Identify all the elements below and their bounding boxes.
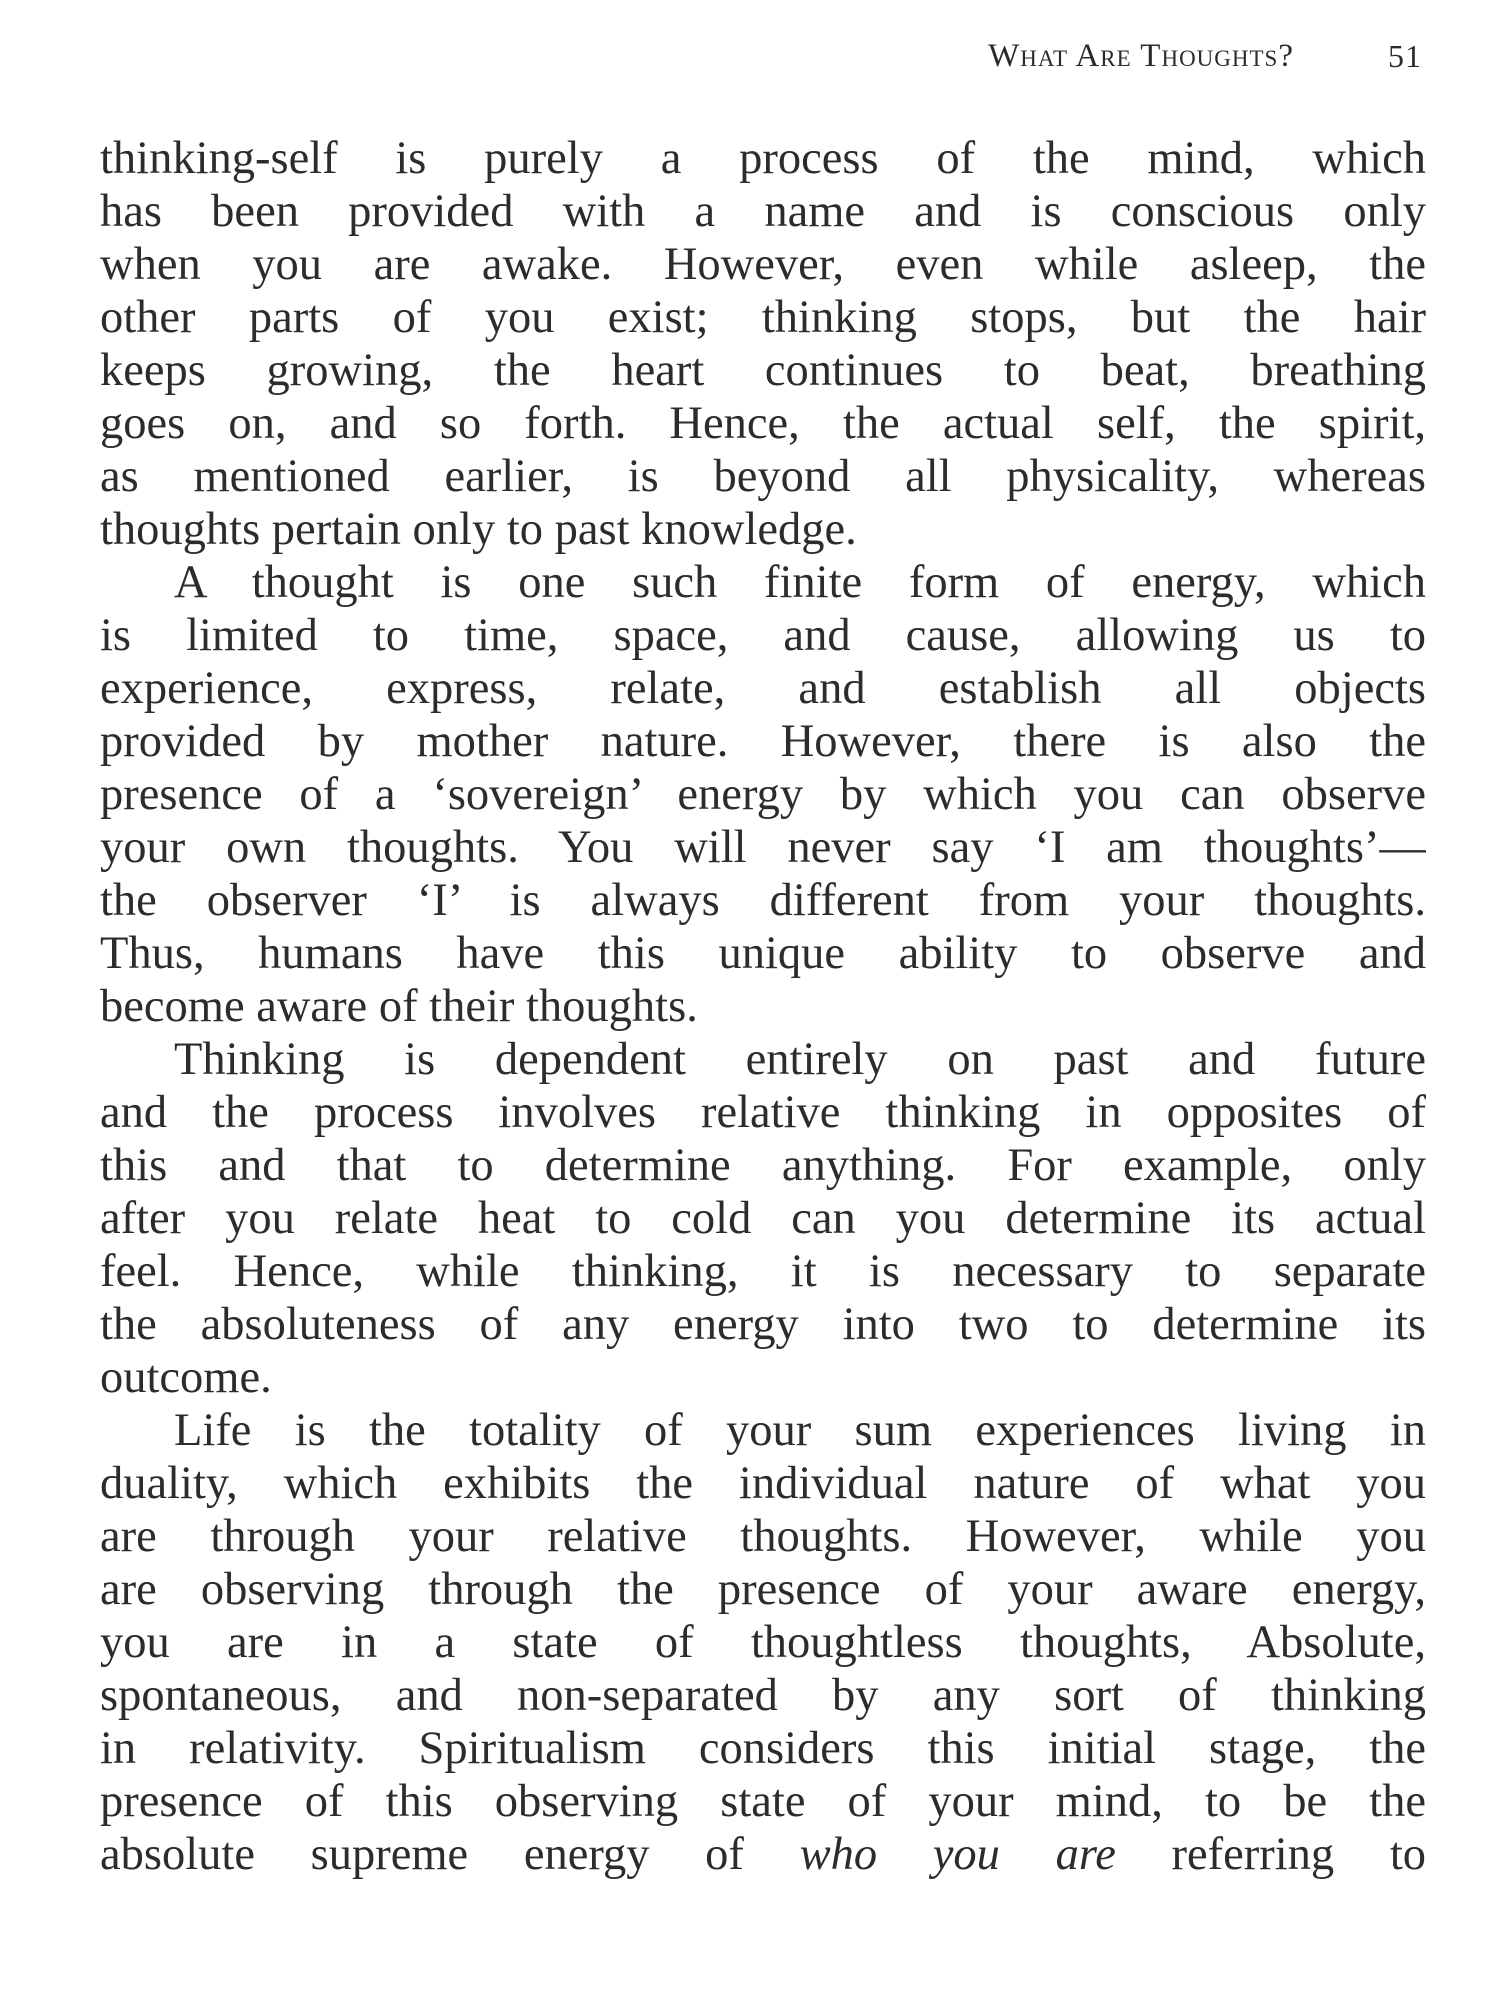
text-line: keeps growing, the heart continues to beat, breathing xyxy=(100,345,1426,396)
text-line: become aware of their thoughts. xyxy=(100,981,698,1032)
text-line: A thought is one such finite form of energy, which xyxy=(174,557,1426,608)
text-line: are through your relative thoughts. However, while you xyxy=(100,1511,1426,1562)
text-line-final xyxy=(100,1828,1426,1881)
text-line: this and that to determine anything. For example, only xyxy=(100,1140,1426,1191)
page-number: 51 xyxy=(1388,37,1422,74)
text-line: and the process involves relative thinking in opposites of xyxy=(100,1087,1426,1138)
paragraph-2 xyxy=(100,556,1426,1033)
text-line: goes on, and so forth. Hence, the actual self, the spirit, xyxy=(100,398,1426,449)
text-line: is limited to time, space, and cause, allowing us to xyxy=(100,610,1426,661)
italic-phrase: who you are xyxy=(799,1829,1116,1880)
text-line: when you are awake. However, even while asleep, the xyxy=(100,239,1426,290)
text-line: the absoluteness of any energy into two to determine its xyxy=(100,1299,1426,1350)
text-line: feel. Hence, while thinking, it is necessary to separate xyxy=(100,1246,1426,1297)
body-text xyxy=(100,132,1426,1881)
paragraph-3 xyxy=(100,1033,1426,1404)
text-line: as mentioned earlier, is beyond all physicality, whereas xyxy=(100,451,1426,502)
text-line: you are in a state of thoughtless thoughts, Absolute, xyxy=(100,1617,1426,1668)
chapter-title: What Are Thoughts? xyxy=(988,37,1294,74)
text-line: thoughts pertain only to past knowledge. xyxy=(100,504,857,555)
text-line: your own thoughts. You will never say ‘I am thoughts’— xyxy=(100,822,1426,873)
text-line: after you relate heat to cold can you determine its actual xyxy=(100,1193,1426,1244)
text-line: Life is the totality of your sum experiences living in xyxy=(174,1405,1426,1456)
text-line: provided by mother nature. However, there is also the xyxy=(100,716,1426,767)
text-line: other parts of you exist; thinking stops, but the hair xyxy=(100,292,1426,343)
text-line: Thus, humans have this unique ability to observe and xyxy=(100,928,1426,979)
text-line: outcome. xyxy=(100,1352,272,1403)
text-line: Thinking is dependent entirely on past and future xyxy=(174,1034,1426,1085)
text-segment: referring to xyxy=(1115,1829,1426,1880)
text-line: experience, express, relate, and establish all objects xyxy=(100,663,1426,714)
text-line: thinking-self is purely a process of the mind, which xyxy=(100,133,1426,184)
paragraph-1 xyxy=(100,132,1426,556)
running-head xyxy=(422,26,1422,86)
text-line: presence of this observing state of your mind, to be the xyxy=(100,1776,1426,1827)
text-segment: absolute supreme energy of xyxy=(100,1829,800,1880)
text-line: the observer ‘I’ is always different from your thoughts. xyxy=(100,875,1426,926)
text-line: in relativity. Spiritualism considers this initial stage, the xyxy=(100,1723,1426,1774)
text-line: spontaneous, and non-separated by any sort of thinking xyxy=(100,1670,1426,1721)
text-line: are observing through the presence of your aware energy, xyxy=(100,1564,1426,1615)
paragraph-4 xyxy=(100,1404,1426,1881)
text-line: duality, which exhibits the individual nature of what you xyxy=(100,1458,1426,1509)
text-line: presence of a ‘sovereign’ energy by which you can observe xyxy=(100,769,1426,820)
text-line: has been provided with a name and is conscious only xyxy=(100,186,1426,237)
